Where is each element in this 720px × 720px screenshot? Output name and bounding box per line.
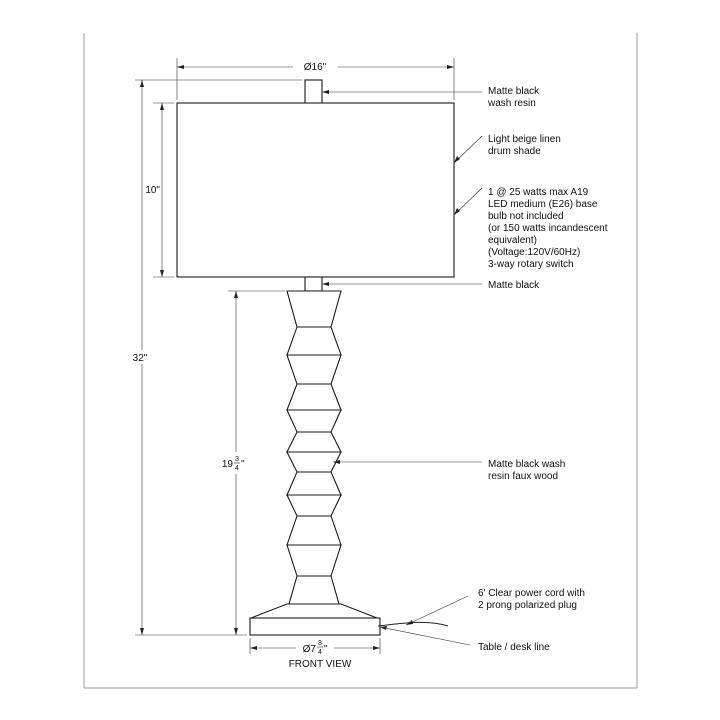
lamp-body [287,291,341,604]
callout-cord: 6' Clear power cord with 2 prong polarized plug [478,588,585,611]
callout-socket: Matte black [488,280,540,291]
body-height-numerator: 3 [235,456,239,463]
callouts [478,86,610,653]
base-width-denominator: 4 [318,649,322,656]
callout-table-line: Table / desk line [478,642,550,653]
body-segment [287,432,341,452]
body-segment [287,327,341,355]
body-height-whole: 19 [221,459,233,470]
body-segment [287,495,341,516]
total-height-label: 32" [132,353,148,364]
dimension-base-width [250,638,380,659]
body-segment [287,472,341,495]
body-segment [287,410,341,432]
body-segment [287,452,341,472]
view-label: FRONT VIEW [288,659,352,670]
dimension-shade-height [145,103,174,277]
body-segment [289,576,339,604]
dimension-body-height [220,291,285,635]
drum-shade [177,103,454,277]
lamp-base-top [251,604,377,618]
body-segment [287,516,341,545]
body-segment [287,545,341,576]
body-segment [287,384,341,410]
body-height-inch: " [241,459,245,470]
callout-bulb: 1 @ 25 watts max A19 LED medium (E26) base bulb not included (or 150 watts incandescent equivalent) (Voltage:120V/60Hz) 3-way rotary switch [488,187,608,270]
shade-height-label: 10" [145,185,160,196]
base-width-numerator: 3 [318,640,322,647]
callout-body: Matte black wash resin faux wood [488,459,566,482]
callout-finial: Matte black wash resin [488,86,540,109]
base-width-inch: " [324,644,328,655]
power-cord [378,622,448,626]
body-segment [287,291,341,327]
callout-shade: Light beige linen drum shade [488,134,561,157]
body-segment [287,355,341,384]
finial [305,80,322,104]
body-height-denominator: 4 [235,465,239,472]
base-width-prefix: Ø7 [302,644,316,655]
socket [305,277,322,291]
width-label: Ø16" [303,62,327,73]
lamp-base-plinth [250,618,380,635]
